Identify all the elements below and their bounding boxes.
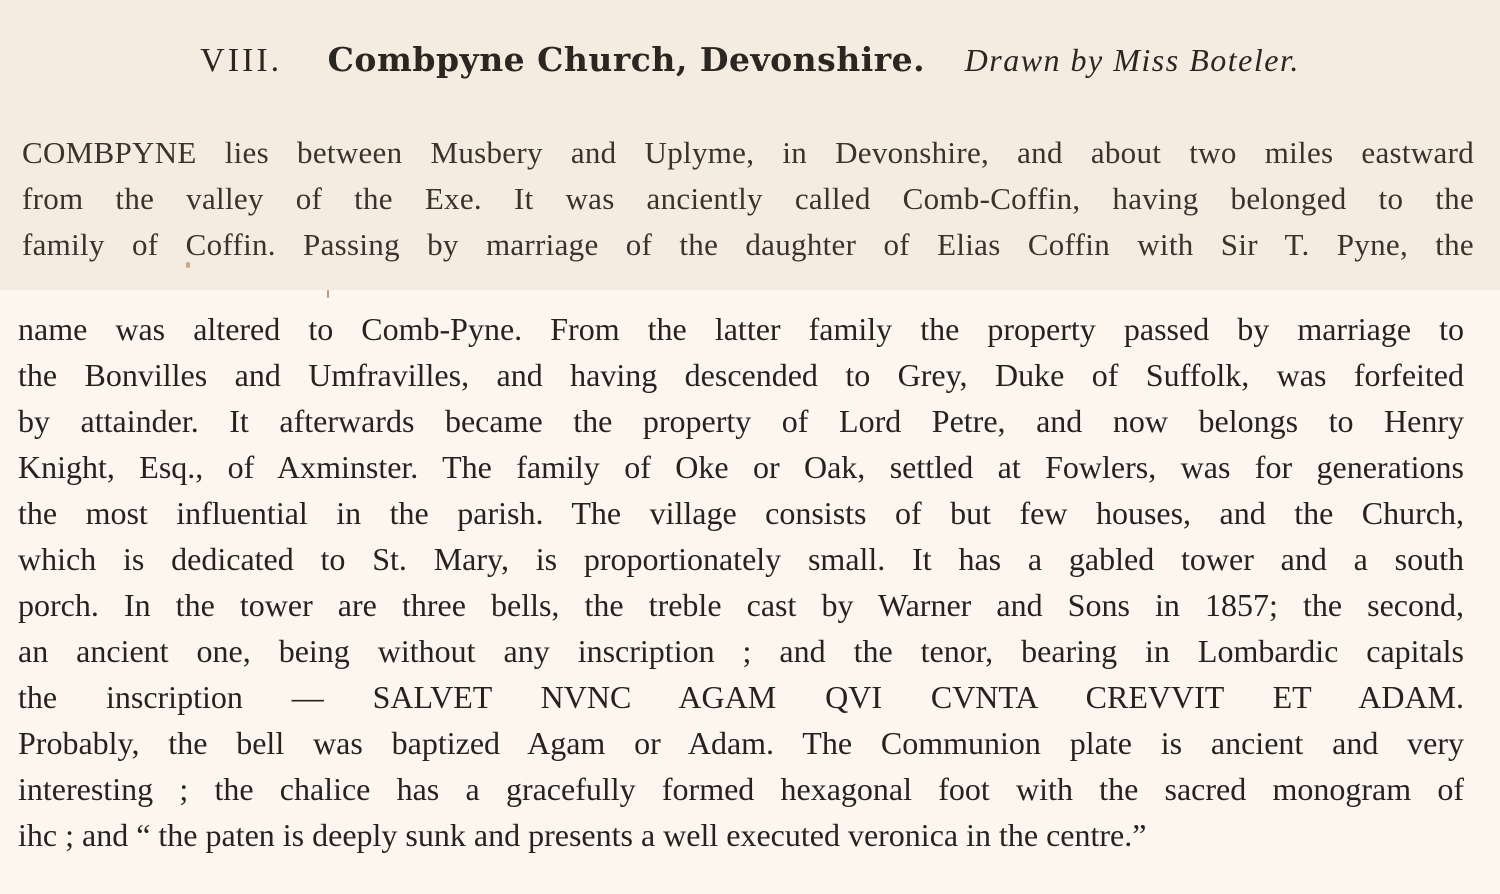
- text-line: an ancient one, being without any inscription ; and the tenor, bearing in Lombardic capitals: [18, 633, 1464, 669]
- text-line: interesting ; the chalice has a gracefully formed hexagonal foot with the sacred monogram of: [18, 771, 1464, 807]
- plate-title: Combpyne Church, Devonshire.: [327, 40, 926, 79]
- text-line: COMBPYNE lies between Musbery and Uplyme, in Devonshire, and about two miles eastward: [22, 135, 1474, 170]
- text-line: Probably, the bell was baptized Agam or Adam. The Communion plate is ancient and very: [18, 725, 1464, 761]
- text-line: family of Coffin. Passing by marriage of the daughter of Elias Coffin with Sir T. Pyne, the: [22, 227, 1474, 262]
- intro-paragraph: [22, 130, 1474, 268]
- plate-numeral: VIII.: [200, 42, 283, 79]
- plate-credit: Drawn by Miss Boteler.: [964, 42, 1300, 78]
- plate-heading: [0, 40, 1500, 80]
- text-line: porch. In the tower are three bells, the treble cast by Warner and Sons in 1857; the second,: [18, 587, 1464, 623]
- text-line: by attainder. It afterwards became the property of Lord Petre, and now belongs to Henry: [18, 403, 1464, 439]
- body-paragraph: [18, 306, 1464, 858]
- text-line: the inscription — SALVET NVNC AGAM QVI CVNTA CREVVIT ET ADAM.: [18, 679, 1464, 715]
- paper-speck: [327, 290, 329, 298]
- text-line: the Bonvilles and Umfravilles, and having descended to Grey, Duke of Suffolk, was forfeited: [18, 357, 1464, 393]
- text-line: from the valley of the Exe. It was anciently called Comb-Coffin, having belonged to the: [22, 181, 1474, 216]
- text-line: name was altered to Comb-Pyne. From the latter family the property passed by marriage to: [18, 311, 1464, 347]
- text-line: the most influential in the parish. The village consists of but few houses, and the Church,: [18, 495, 1464, 531]
- text-line: which is dedicated to St. Mary, is proportionately small. It has a gabled tower and a south: [18, 541, 1464, 577]
- text-line: Knight, Esq., of Axminster. The family of Oke or Oak, settled at Fowlers, was for generations: [18, 449, 1464, 485]
- text-line: ihc ; and “ the paten is deeply sunk and presents a well executed veronica in the centre.”: [18, 817, 1147, 853]
